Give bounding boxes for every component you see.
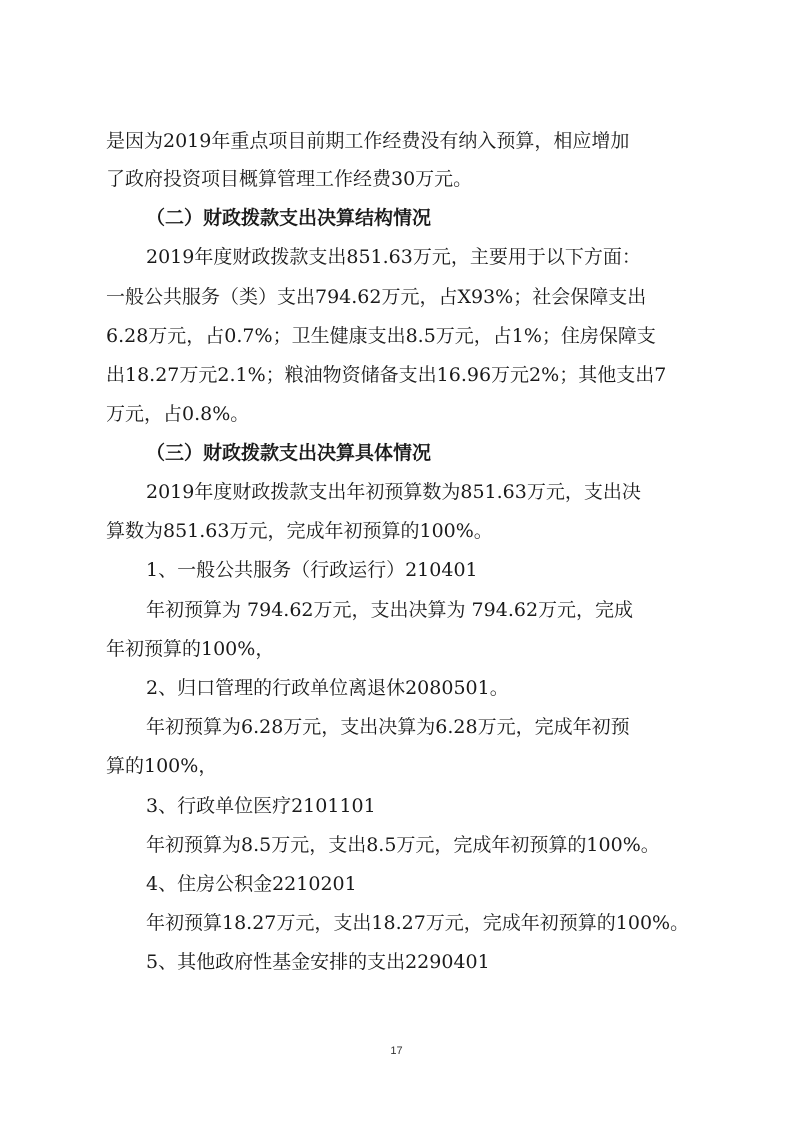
paragraph-line: 了政府投资项目概算管理工作经费30万元。 [106, 168, 473, 190]
paragraph-line: 万元，占0.8%。 [106, 403, 250, 425]
section-heading-3: （三）财政拨款支出决算具体情况 [146, 442, 432, 464]
paragraph-line: 算的100%， [106, 755, 218, 777]
paragraph-line: 2019年度财政拨款支出851.63万元，主要用于以下方面： [146, 246, 641, 268]
paragraph-line: 年初预算18.27万元，支出18.27万元，完成年初预算的100%。 [146, 912, 690, 934]
list-item-heading: 2、归口管理的行政单位离退休2080501。 [146, 677, 509, 699]
paragraph-line: 年初预算为8.5万元，支出8.5万元，完成年初预算的100%。 [146, 834, 660, 856]
paragraph-line: 算数为851.63万元，完成年初预算的100%。 [106, 520, 493, 542]
paragraph-line: 一般公共服务（类）支出794.62万元，占X93%；社会保障支出 [106, 286, 647, 308]
paragraph-line: 年初预算的100%， [106, 638, 275, 660]
list-item-heading: 5、其他政府性基金安排的支出2290401 [146, 951, 490, 973]
list-item-heading: 1、一般公共服务（行政运行）210401 [146, 559, 478, 581]
list-item-heading: 4、住房公积金2210201 [146, 873, 357, 895]
section-heading-2: （二）财政拨款支出决算结构情况 [146, 207, 432, 229]
paragraph-line: 6.28万元，占0.7%；卫生健康支出8.5万元，占1%；住房保障支 [106, 325, 656, 347]
paragraph-line: 年初预算为6.28万元，支出决算为6.28万元，完成年初预 [146, 716, 630, 738]
paragraph-line: 出18.27万元2.1%；粮油物资储备支出16.96万元2%；其他支出7 [106, 364, 667, 386]
paragraph-line: 2019年度财政拨款支出年初预算数为851.63万元，支出决 [146, 481, 641, 503]
list-item-heading: 3、行政单位医疗2101101 [146, 795, 376, 817]
page-number: 17 [390, 1045, 403, 1057]
paragraph-line: 是因为2019年重点项目前期工作经费没有纳入预算，相应增加 [106, 130, 630, 152]
paragraph-line: 年初预算为 794.62万元，支出决算为 794.62万元，完成 [146, 599, 634, 621]
